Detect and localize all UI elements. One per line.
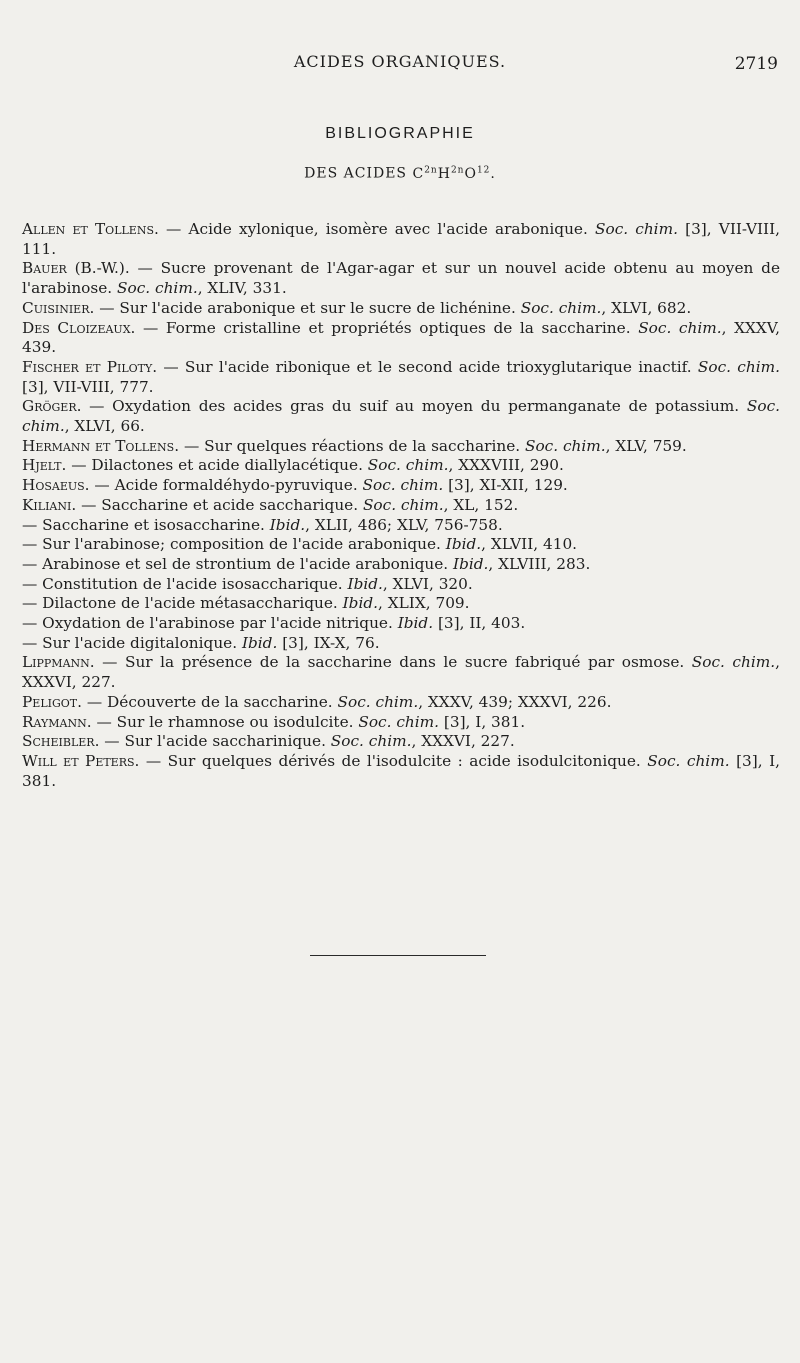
entry-author: Scheibler. xyxy=(22,732,100,751)
bibliography-entry xyxy=(22,220,780,259)
bibliography-entry xyxy=(22,732,780,752)
entry-reference: , XXXVI, 227. xyxy=(411,732,515,751)
section-title: BIBLIOGRAPHIE xyxy=(325,125,475,142)
entry-journal: Soc. chim. xyxy=(337,692,419,711)
entry-reference: [3], I, 381. xyxy=(439,712,526,731)
section-subtitle xyxy=(0,165,800,182)
bibliography-entry xyxy=(22,653,780,692)
bibliography-entry xyxy=(22,358,780,397)
bibliography-entry xyxy=(22,456,780,476)
entry-author: Peligot. xyxy=(22,692,82,711)
entry-title: — Oxydation des acides gras du suif au moyen du permanganate de potassium. xyxy=(81,397,747,416)
entry-title: — Sur la présence de la saccharine dans le sucre fabriqué par osmose. xyxy=(94,653,692,672)
entry-author: Bauer (B.-W.). xyxy=(22,259,130,278)
entry-title: — Sur quelques dérivés de l'isodulcite : acide isodulcitonique. xyxy=(139,751,648,770)
entry-journal: Ibid. xyxy=(347,574,383,593)
entry-title: — Sur l'arabinose; composition de l'acide arabonique. xyxy=(22,535,446,554)
entry-title: — Sur le rhamnose ou isodulcite. xyxy=(91,712,359,731)
entry-journal: Soc. chim. xyxy=(362,495,444,514)
entry-journal: Soc. chim. xyxy=(362,476,444,495)
entry-author: Kiliani. xyxy=(22,495,77,514)
entry-reference: [3], XI-XII, 129. xyxy=(443,476,568,495)
bibliography-entry xyxy=(22,634,780,654)
entry-title: — Dilactone de l'acide métasaccharique. xyxy=(22,594,343,613)
entry-author: Cuisinier. xyxy=(22,298,95,317)
section-divider xyxy=(310,955,486,956)
entry-reference: [3], VII-VIII, 777. xyxy=(22,377,154,396)
entry-title: — Sur quelques réactions de la saccharine. xyxy=(179,436,525,455)
entry-reference: [3], II, 403. xyxy=(433,614,526,633)
bibliography-entry xyxy=(22,713,780,733)
bibliography-entry xyxy=(22,516,780,536)
entry-title: — Sucre provenant de l'Agar-agar et sur un nouvel acide obtenu au moyen de l'arabinose. xyxy=(22,259,780,298)
entry-author: Hosaeus. xyxy=(22,476,90,495)
entry-author: Will et Peters. xyxy=(22,751,140,770)
chemical-formula: $C^{2n}H^{2n}O^{12}$. xyxy=(412,165,496,182)
entry-title: — Saccharine et acide saccharique. xyxy=(76,495,363,514)
bibliography-entry xyxy=(22,575,780,595)
entry-journal: Soc. chim. xyxy=(647,751,730,770)
bibliography-entry xyxy=(22,397,780,436)
entry-title: — Sur l'acide ribonique et le second acide trioxyglutarique inactif. xyxy=(157,357,698,376)
bibliography-list xyxy=(22,220,780,791)
entry-author: Fischer et Piloty. xyxy=(22,357,158,376)
entry-title: — Oxydation de l'arabinose par l'acide nitrique. xyxy=(22,614,398,633)
entry-journal: Soc. chim. xyxy=(595,220,678,238)
entry-title: — Acide formaldéhydo-pyruvique. xyxy=(89,476,363,495)
entry-reference: , XL, 152. xyxy=(443,495,519,514)
entry-reference: , XLVI, 320. xyxy=(382,574,473,593)
entry-reference: [3], I, 381. xyxy=(22,751,780,790)
entry-reference: , XXXVIII, 290. xyxy=(448,456,564,475)
entry-author: Hjelt. xyxy=(22,456,67,475)
entry-reference: [3], IX-X, 76. xyxy=(277,633,380,652)
running-title: ACIDES ORGANIQUES. xyxy=(293,52,507,71)
bibliography-entry xyxy=(22,259,780,298)
entry-reference: , XLVI, 66. xyxy=(64,417,145,436)
entry-journal: Soc. chim. xyxy=(358,712,440,731)
entry-author: Hermann et Tollens. xyxy=(22,436,180,455)
entry-reference: , XLVIII, 283. xyxy=(488,554,591,573)
entry-title: — Saccharine et isosaccharine. xyxy=(22,515,270,534)
entry-title: — Dilactones et acide diallylacétique. xyxy=(66,456,368,475)
entry-reference: , XLV, 759. xyxy=(605,436,687,455)
entry-title: — Forme cristalline et propriétés optiques de la saccharine. xyxy=(135,318,639,337)
entry-title: — Sur l'acide arabonique et sur le sucre de lichénine. xyxy=(94,298,521,317)
entry-title: — Sur l'acide saccharinique. xyxy=(99,732,331,751)
entry-title: — Acide xylonique, isomère avec l'acide arabonique. xyxy=(158,220,595,238)
entry-reference: , XLVI, 682. xyxy=(601,298,692,317)
entry-journal: Ibid. xyxy=(269,515,306,534)
bibliography-entry xyxy=(22,752,780,791)
bibliography-entry xyxy=(22,496,780,516)
bibliography-entry xyxy=(22,555,780,575)
entry-reference: , XXXV, 439; XXXVI, 226. xyxy=(418,692,612,711)
entry-title: — Sur l'acide digitalonique. xyxy=(22,633,242,652)
entry-journal: Ibid. xyxy=(241,633,278,652)
entry-reference: , XLIX, 709. xyxy=(378,594,470,613)
entry-title: — Arabinose et sel de strontium de l'acide arabonique. xyxy=(22,554,454,573)
entry-title: — Découverte de la saccharine. xyxy=(81,692,338,711)
entry-journal: Soc. chim. xyxy=(697,357,780,376)
bibliography-entry xyxy=(22,614,780,634)
entry-journal: Ibid. xyxy=(445,535,482,554)
entry-journal: Soc. chim. xyxy=(691,653,776,672)
entry-author: Des Cloizeaux. xyxy=(22,318,136,337)
entry-reference: , XLVII, 410. xyxy=(481,535,578,554)
entry-author: Raymann. xyxy=(22,712,92,731)
entry-journal: Ibid. xyxy=(342,594,379,613)
entry-reference: [3], VII-VIII, 111. xyxy=(22,220,781,258)
subtitle-prefix: DES ACIDES xyxy=(304,165,408,182)
bibliography-entry xyxy=(22,693,780,713)
entry-journal: Soc. chim. xyxy=(524,436,606,455)
entry-reference: , XLIV, 331. xyxy=(197,279,287,298)
entry-journal: Soc. chim. xyxy=(330,732,412,751)
bibliography-entry xyxy=(22,299,780,319)
entry-journal: Ibid. xyxy=(453,554,489,573)
entry-journal: Soc. chim. xyxy=(520,298,602,317)
bibliography-entry xyxy=(22,594,780,614)
entry-journal: Soc. chim. xyxy=(22,397,780,436)
bibliography-entry xyxy=(22,535,780,555)
entry-author: Gröger. xyxy=(22,397,82,416)
bibliography-entry xyxy=(22,476,780,496)
entry-journal: Ibid. xyxy=(397,614,434,633)
entry-reference: , XXXV, 439. xyxy=(22,318,780,357)
entry-author: Lippmann. xyxy=(22,653,95,672)
entry-journal: Soc. chim. xyxy=(638,318,722,337)
entry-journal: Soc. chim. xyxy=(367,456,449,475)
page-number: 2719 xyxy=(734,54,778,74)
entry-reference: , XXXVI, 227. xyxy=(22,653,780,692)
entry-journal: Soc. chim. xyxy=(117,279,198,298)
entry-reference: , XLII, 486; XLV, 756-758. xyxy=(305,515,503,534)
bibliography-entry xyxy=(22,437,780,457)
entry-author: Allen et Tollens. xyxy=(22,220,159,238)
bibliography-entry xyxy=(22,319,780,358)
entry-title: — Constitution de l'acide isosaccharique. xyxy=(22,574,348,593)
